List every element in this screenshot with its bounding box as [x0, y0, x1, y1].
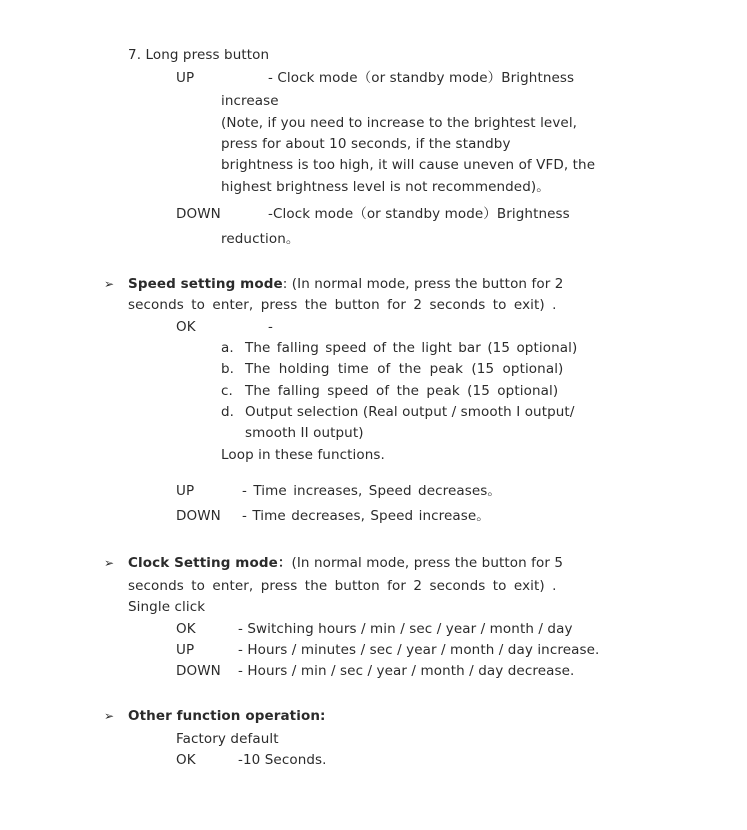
arrow-bullet-icon: ➢ [104, 277, 115, 291]
arrow-bullet-icon: ➢ [104, 556, 115, 570]
clock-mode-intro: (In normal mode, press the button for 5 [291, 555, 564, 571]
option-text: The falling speed of the light bar (15 optional) [245, 340, 578, 356]
ok-description: -10 Seconds. [238, 752, 327, 768]
note-line-3: brightness is too high, it will cause uneven of VFD, the [221, 157, 596, 173]
up-key-label: UP [176, 642, 195, 658]
ok-description: - Switching hours / min / sec / year / month / day [238, 621, 573, 637]
option-marker: d. [221, 404, 235, 420]
option-marker: c. [221, 383, 233, 399]
ok-key-label: OK [176, 621, 196, 637]
down-description: - Hours / min / sec / year / month / day decrease. [238, 663, 575, 679]
ok-key-label: OK [176, 752, 196, 768]
up-description: - Time increases, Speed decreases。 [242, 483, 502, 499]
option-text-cont: smooth II output) [245, 425, 364, 441]
option-marker: a. [221, 340, 234, 356]
clock-mode-title: Clock Setting mode： [128, 555, 292, 571]
clock-mode-heading [128, 554, 563, 572]
long-press-heading: 7. Long press button [128, 47, 270, 63]
option-text: The falling speed of the peak (15 optional) [245, 383, 559, 399]
factory-default-label: Factory default [176, 731, 279, 747]
down-description: - Time decreases, Speed increase。 [242, 508, 490, 524]
note-line-4: highest brightness level is not recommended)。 [221, 179, 550, 195]
ok-dash: - [268, 319, 273, 335]
option-marker: b. [221, 361, 235, 377]
clock-mode-intro-cont: seconds to enter, press the button for 2 seconds to exit) . [128, 578, 557, 594]
note-line-1: (Note, if you need to increase to the brightest level, [221, 115, 578, 131]
other-function-heading: Other function operation: [128, 708, 326, 724]
down-description-cont: reduction。 [221, 231, 300, 247]
down-description: -Clock mode（or standby mode）Brightness [268, 206, 570, 222]
down-key-label: DOWN [176, 663, 221, 679]
up-description: - Clock mode（or standby mode）Brightness [268, 70, 575, 86]
up-key-label: UP [176, 70, 195, 86]
down-key-label: DOWN [176, 206, 221, 222]
note-line-2: press for about 10 seconds, if the standby [221, 136, 511, 152]
speed-mode-intro: : (In normal mode, press the button for 2 [282, 276, 564, 292]
option-text: Output selection (Real output / smooth I output/ [245, 404, 575, 420]
up-description-cont: increase [221, 93, 279, 109]
speed-mode-heading [128, 275, 563, 293]
arrow-bullet-icon: ➢ [104, 709, 115, 723]
single-click-label: Single click [128, 599, 206, 615]
ok-key-label: OK [176, 319, 196, 335]
speed-mode-intro-cont: seconds to enter, press the button for 2 seconds to exit) . [128, 297, 557, 313]
loop-note: Loop in these functions. [221, 447, 385, 463]
option-text: The holding time of the peak (15 optional) [245, 361, 564, 377]
up-description: - Hours / minutes / sec / year / month / day increase. [238, 642, 600, 658]
down-key-label: DOWN [176, 508, 221, 524]
up-key-label: UP [176, 483, 195, 499]
speed-mode-title: Speed setting mode [128, 276, 283, 292]
